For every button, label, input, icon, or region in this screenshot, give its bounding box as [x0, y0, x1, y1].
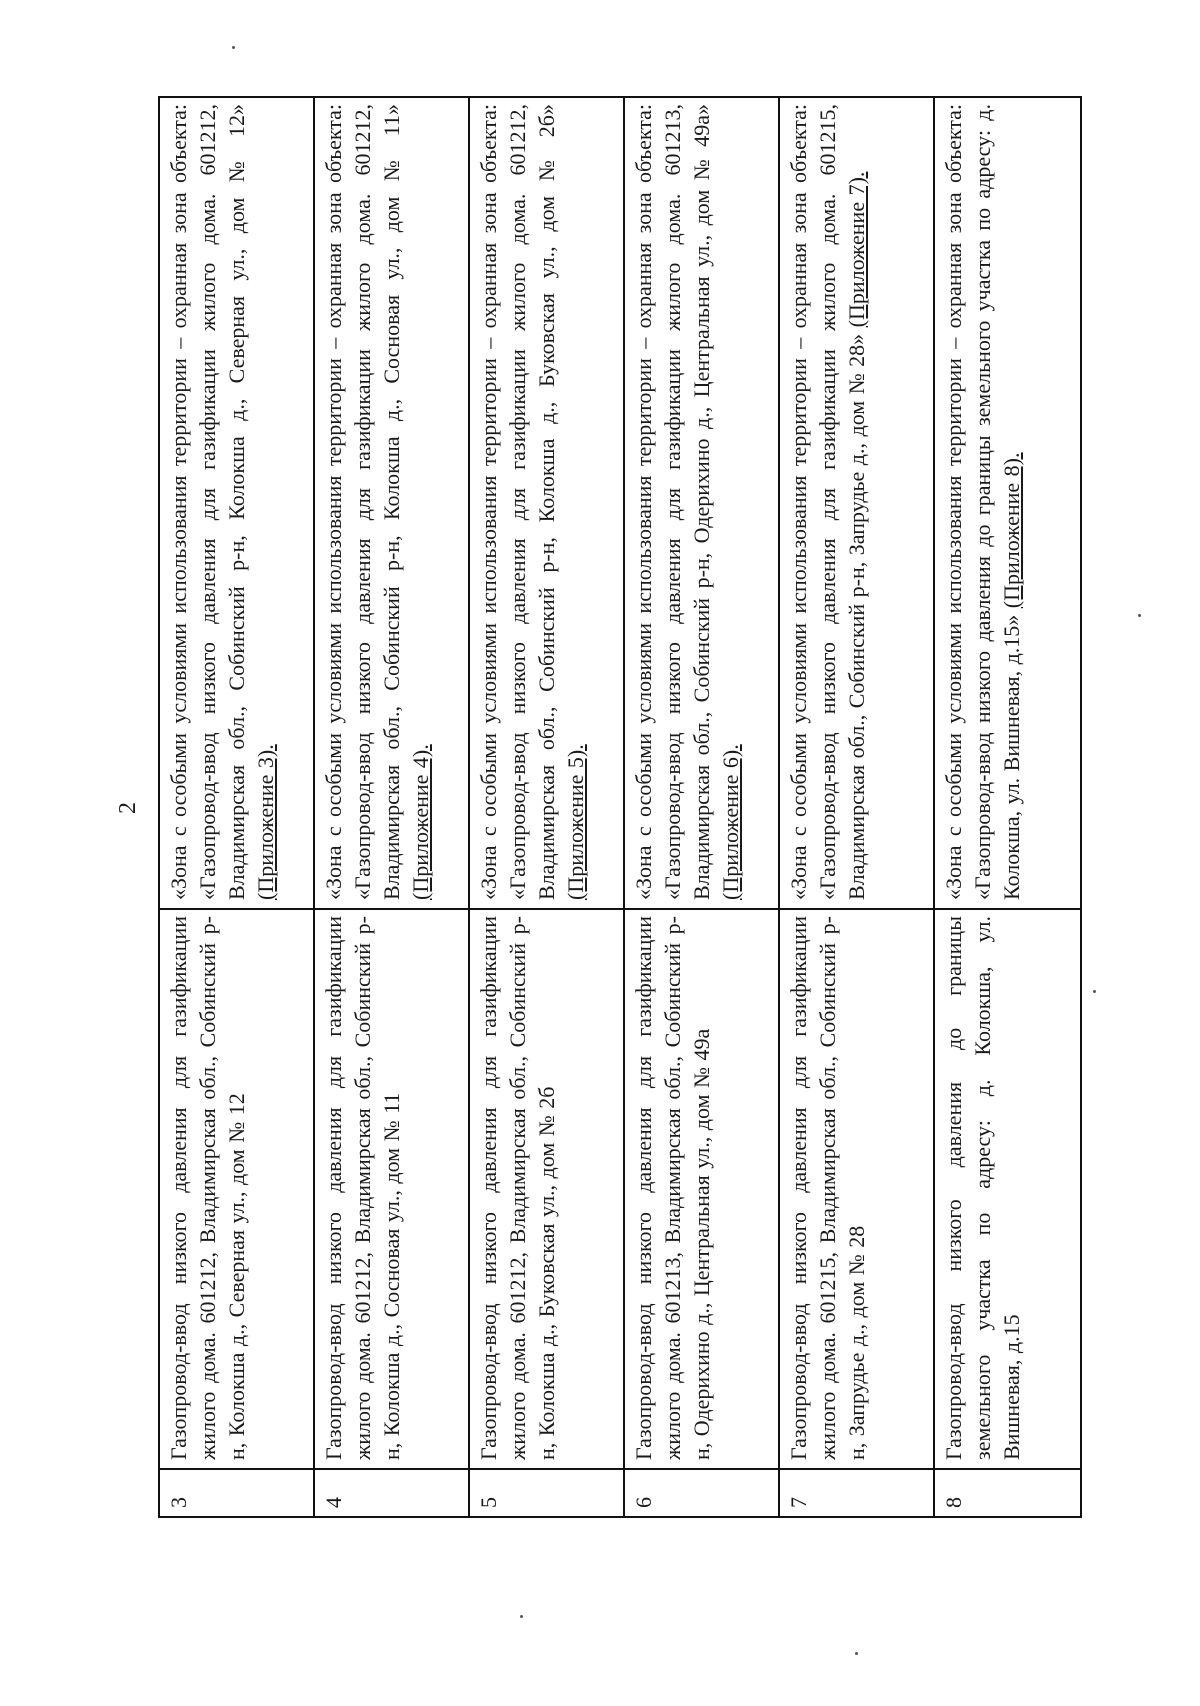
row-number: 6	[624, 1469, 779, 1517]
scan-speck	[1138, 614, 1141, 617]
object-description: Газопровод-ввод низкого давления для газификации жилого дома. 601212, Владимирская обл., Собинский р-н, Колокша д., Буковская ул., дом № 2б	[469, 909, 624, 1469]
row-number: 7	[779, 1469, 934, 1517]
row-number: 3	[159, 1469, 314, 1517]
appendix-reference: (Приложение 8).	[999, 452, 1024, 609]
table-row	[779, 97, 934, 1517]
scan-speck	[855, 1652, 858, 1655]
scan-speck	[232, 46, 235, 49]
object-description: Газопровод-ввод низкого давления для газификации жилого дома. 601212, Владимирская обл., Собинский р-н, Колокша д., Сосновая ул., дом № 11	[314, 909, 469, 1469]
appendix-reference: (Приложение 4).	[408, 744, 433, 900]
object-description: Газопровод-ввод низкого давления для газификации жилого дома. 601213, Владимирская обл., Собинский р-н, Одерихино д., Центральная ул., дом № 49а	[624, 909, 779, 1469]
zone-text: «Зона с особыми условиями использования территории – охранная зона объекта: «Газопровод-ввод низкого давления для газификации жилого дома. 601215, Владимирская обл., Собинский р-н, Запрудье д., дом № 28»	[786, 104, 869, 900]
zone-description	[624, 97, 779, 909]
table-row	[624, 97, 779, 1517]
appendix-reference: (Приложение 3).	[253, 744, 278, 900]
zone-text: «Зона с особыми условиями использования территории – охранная зона объекта: «Газопровод-ввод низкого давления до границы земельного участка по адресу: д. Колокша, ул. Вишневая, д.15»	[941, 104, 1024, 900]
row-number: 4	[314, 1469, 469, 1517]
zone-text: «Зона с особыми условиями использования территории – охранная зона объекта: «Газопровод-ввод низкого давления для газификации жилого дома. 601212, Владимирская обл., Собинский р-н, Колокша д., Северная ул., дом № 12»	[166, 104, 249, 900]
table-row	[934, 97, 1081, 1517]
zone-description	[934, 97, 1081, 909]
table-row	[314, 97, 469, 1517]
appendix-reference: (Приложение 7).	[844, 171, 869, 328]
appendix-reference: (Приложение 5).	[563, 744, 588, 900]
scan-speck	[1093, 990, 1096, 993]
zone-text: «Зона с особыми условиями использования территории – охранная зона объекта: «Газопровод-ввод низкого давления для газификации жилого дома. 601212, Владимирская обл., Собинский р-н, Колокша д., Сосновая ул., дом № 11»	[321, 104, 404, 900]
row-number: 5	[469, 1469, 624, 1517]
zone-description	[779, 97, 934, 909]
zone-text: «Зона с особыми условиями использования территории – охранная зона объекта: «Газопровод-ввод низкого давления для газификации жилого дома. 601212, Владимирская обл., Собинский р-н, Колокша д., Буковская ул., дом № 2б»	[476, 104, 559, 900]
table-row	[469, 97, 624, 1517]
row-number: 8	[934, 1469, 1081, 1517]
zone-text: «Зона с особыми условиями использования территории – охранная зона объекта: «Газопровод-ввод низкого давления для газификации жилого дома. 601213, Владимирская обл., Собинский р-н, Одерихино д., Центральная ул., дом № 49а»	[631, 104, 714, 900]
object-description: Газопровод-ввод низкого давления до границы земельного участка по адресу: д. Колокша, ул. Вишневая, д.15	[934, 909, 1081, 1469]
zone-description	[159, 97, 314, 909]
object-description: Газопровод-ввод низкого давления для газификации жилого дома. 601212, Владимирская обл., Собинский р-н, Колокша д., Северная ул., дом № 12	[159, 909, 314, 1469]
zones-table	[158, 96, 1082, 1518]
zone-description	[469, 97, 624, 909]
rotated-page-content	[108, 98, 1038, 1518]
appendix-reference: (Приложение 6).	[718, 744, 743, 900]
zone-description	[314, 97, 469, 909]
scan-speck	[520, 1615, 523, 1618]
object-description: Газопровод-ввод низкого давления для газификации жилого дома. 601215, Владимирская обл., Собинский р-н, Запрудье д., дом № 28	[779, 909, 934, 1469]
table-row	[159, 97, 314, 1517]
page-number: 2	[115, 802, 141, 814]
